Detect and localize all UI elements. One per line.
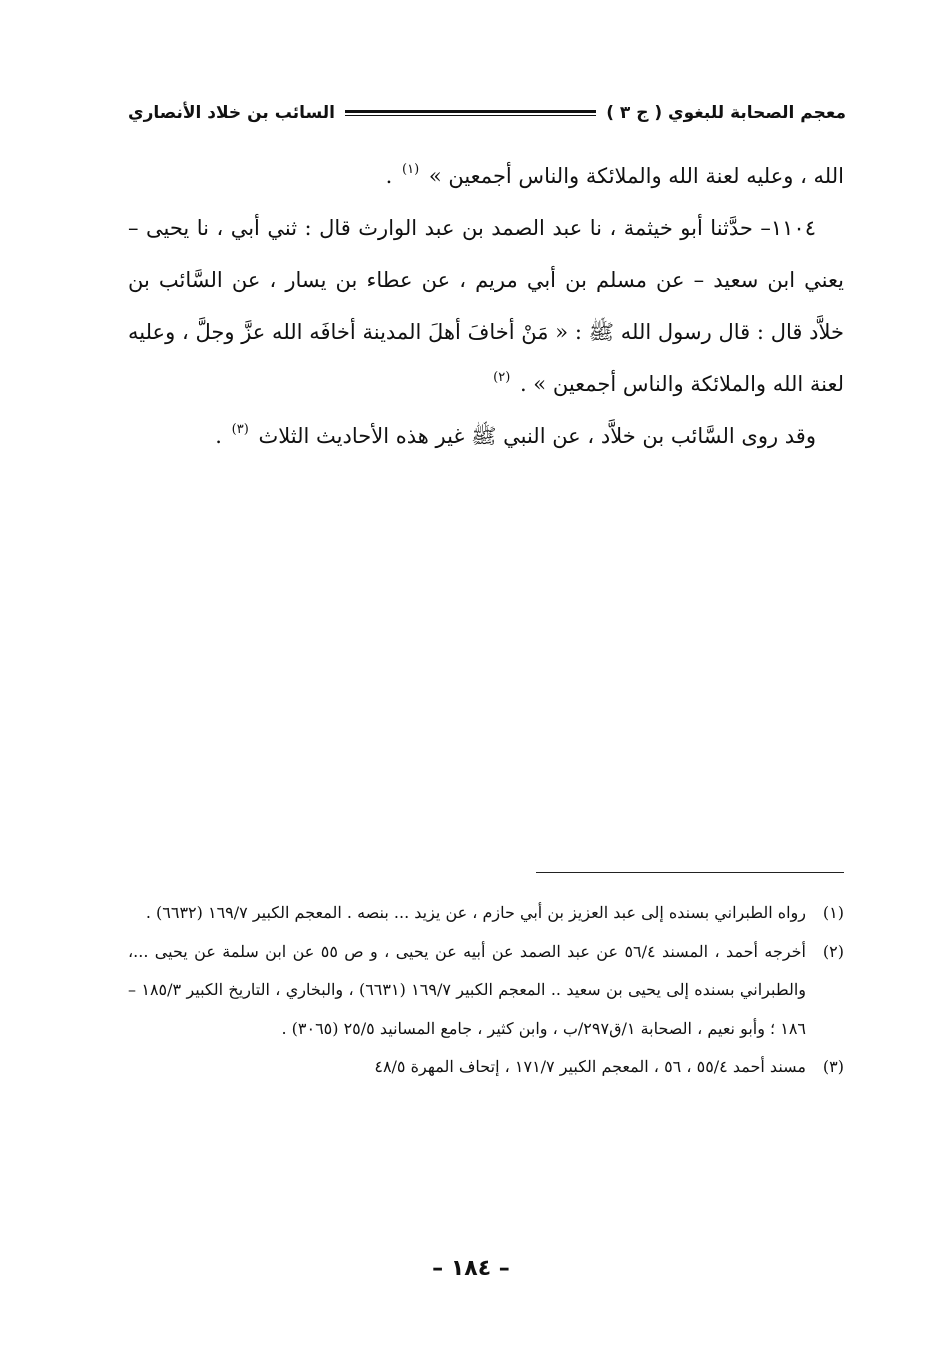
footnotes <box>128 894 844 1087</box>
paragraph-1 <box>128 150 844 202</box>
header-book-title: معجم الصحابة للبغوي ( ج ٣ ) <box>606 103 846 123</box>
page-number: – ١٨٤ – <box>432 1256 510 1281</box>
paragraph-1-text: الله ، وعليه لعنة الله والملائكة والناس أجمعين » <box>428 164 844 188</box>
footnote-number: (١) <box>822 903 844 922</box>
paragraph-3 <box>128 410 844 462</box>
footnote-text: أخرجه أحمد ، المسند ٥٦/٤ عن عبد الصمد عن أبيه عن يحيى ، و ص ٥٥ عن ابن سلمة عن يحيى ...، والطبراني بسنده إلى يحيى بن سعيد .. المعجم الكبير ١٦٩/٧ (٦٦٣١) ، والبخاري ، التاريخ الكبير ١٨٥/٣ – ١٨٦ ؛ وأبو نعيم ، الصحابة ١/ق٢٩٧/ب ، وابن كثير ، جامع المسانيد ٢٥/٥ (٣٠٦٥) . <box>128 941 806 1038</box>
paragraph-3-end: . <box>215 424 222 448</box>
footnote-separator <box>536 872 844 873</box>
paragraph-1-end: . <box>385 164 393 188</box>
paragraph-2-text: ١١٠٤– حدَّثنا أبو خيثمة ، نا عبد الصمد بن عبد الوارث قال : ثني أبي ، نا يحيى – يعني ابن سعيد – عن مسلم بن أبي مريم ، عن عطاء بن يسار ، عن السَّائب بن خلاَّد قال : قال رسول الله ﷺ : « مَنْ أخافَ أهلَ المدينة أخافَه الله عزَّ وجلَّ ، وعليه لعنة الله والملائكة والناس أجمعين » . <box>128 216 844 396</box>
header-section-title: السائب بن خلاد الأنصاري <box>128 103 335 123</box>
footnote-ref-1: (١) <box>402 162 420 177</box>
footnote-2 <box>128 933 844 1049</box>
main-text <box>128 150 844 462</box>
paragraph-3-text: وقد روى السَّائب بن خلاَّد ، عن النبي ﷺ غير هذه الأحاديث الثلاث <box>258 424 816 448</box>
footnote-3 <box>128 1048 844 1087</box>
paragraph-2 <box>128 202 844 410</box>
header-rule <box>345 110 596 116</box>
footnote-ref-2: (٢) <box>493 370 511 385</box>
footnote-ref-3: (٣) <box>231 422 249 437</box>
running-header <box>128 96 846 130</box>
footnote-number: (٢) <box>822 941 844 961</box>
footnote-1 <box>128 894 844 933</box>
footnote-text: مسند أحمد ٥٥/٤ ، ٥٦ ، المعجم الكبير ١٧١/٧ ، إتحاف المهرة ٤٨/٥ <box>374 1057 806 1076</box>
footnote-text: رواه الطبراني بسنده إلى عبد العزيز بن أبي حازم ، عن يزيد ... بنصه . المعجم الكبير ١٦٩/٧ (٦٦٣٢) . <box>145 903 806 922</box>
footnote-number: (٣) <box>822 1057 844 1076</box>
